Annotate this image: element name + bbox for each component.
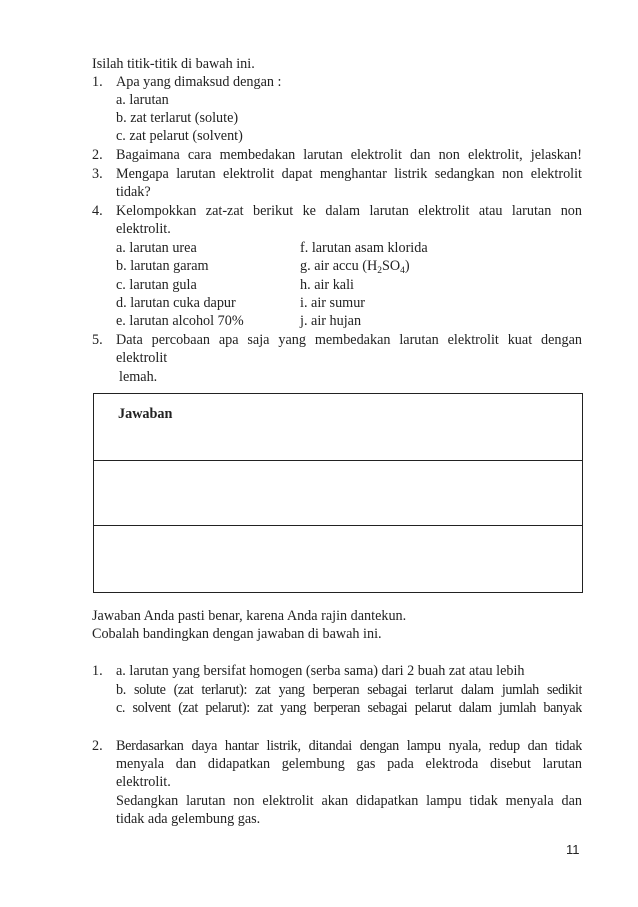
q3-line1: Mengapa larutan elektrolit dapat menghantar listrik sedangkan non elektrolit <box>116 166 582 182</box>
q5-line1: Data percobaan apa saja yang membedakan larutan elektrolit kuat dengan <box>116 332 582 348</box>
q4-option-e: e. larutan alcohol 70% <box>116 313 244 329</box>
q3-number: 3. <box>92 166 103 182</box>
q4-option-a: a. larutan urea <box>116 240 197 256</box>
q1-option-a: a. larutan <box>116 92 169 108</box>
q1-option-b: b. zat terlarut (solute) <box>116 110 239 126</box>
q1-number: 1. <box>92 74 103 90</box>
q5-line3: lemah. <box>119 369 158 385</box>
a2-line1: Berdasarkan daya hantar listrik, ditandai dengan lampu nyala, redup dan tidak <box>116 738 582 754</box>
a2-number: 2. <box>92 738 103 754</box>
feedback-line2: Cobalah bandingkan dengan jawaban di bawah ini. <box>92 626 382 642</box>
a2-line5: tidak ada gelembung gas. <box>116 811 261 827</box>
feedback-line1: Jawaban Anda pasti benar, karena Anda rajin dantekun. <box>92 608 407 624</box>
q4-option-h: h. air kali <box>300 277 354 293</box>
q4-option-g-pre: g. air accu (H <box>300 258 378 274</box>
q4-option-g-sub2: 4 <box>400 266 405 276</box>
a1-number: 1. <box>92 663 103 679</box>
a1-option-a: a. larutan yang bersifat homogen (serba sama) dari 2 buah zat atau lebih <box>116 663 525 679</box>
q4-option-f: f. larutan asam klorida <box>300 240 428 256</box>
q1-option-c: c. zat pelarut (solvent) <box>116 128 243 144</box>
a2-line2: menyala dan didapatkan gelembung gas pada elektroda disebut larutan <box>116 756 582 772</box>
q2-text: Bagaimana cara membedakan larutan elektrolit dan non elektrolit, jelaskan! <box>116 147 582 163</box>
instruction-text: Isilah titik-titik di bawah ini. <box>92 56 255 72</box>
q4-option-c: c. larutan gula <box>116 277 197 293</box>
q5-number: 5. <box>92 332 103 348</box>
q4-option-g-sub1: 2 <box>377 266 382 276</box>
answer-row-divider <box>94 525 582 526</box>
q4-option-g <box>300 257 410 275</box>
page-number: 11 <box>566 842 580 857</box>
answer-box <box>93 393 583 593</box>
q4-number: 4. <box>92 203 103 219</box>
a1-option-c: c. solvent (zat pelarut): zat yang berperan sebagai pelarut dalam jumlah banyak <box>116 700 582 716</box>
answer-row-divider <box>94 460 582 461</box>
q4-line2: elektrolit. <box>116 221 171 237</box>
q4-option-d: d. larutan cuka dapur <box>116 295 236 311</box>
q4-option-b: b. larutan garam <box>116 258 209 274</box>
a1-option-b: b. solute (zat terlarut): zat yang berperan sebagai terlarut dalam jumlah sedikit <box>116 682 582 698</box>
q4-line1: Kelompokkan zat-zat berikut ke dalam larutan elektrolit atau larutan non <box>116 203 582 219</box>
q1-text: Apa yang dimaksud dengan : <box>116 74 282 90</box>
q4-option-g-post: ) <box>404 258 410 274</box>
answer-box-title: Jawaban <box>118 406 173 422</box>
q5-line2: elektrolit <box>116 350 168 366</box>
a2-line3: elektrolit. <box>116 774 171 790</box>
q4-option-i: i. air sumur <box>300 295 366 311</box>
a2-line4: Sedangkan larutan non elektrolit akan didapatkan lampu tidak menyala dan <box>116 793 582 809</box>
q3-line2: tidak? <box>116 184 151 200</box>
q2-number: 2. <box>92 147 103 163</box>
q4-option-g-mid: SO <box>381 258 401 274</box>
q4-option-j: j. air hujan <box>300 313 362 329</box>
